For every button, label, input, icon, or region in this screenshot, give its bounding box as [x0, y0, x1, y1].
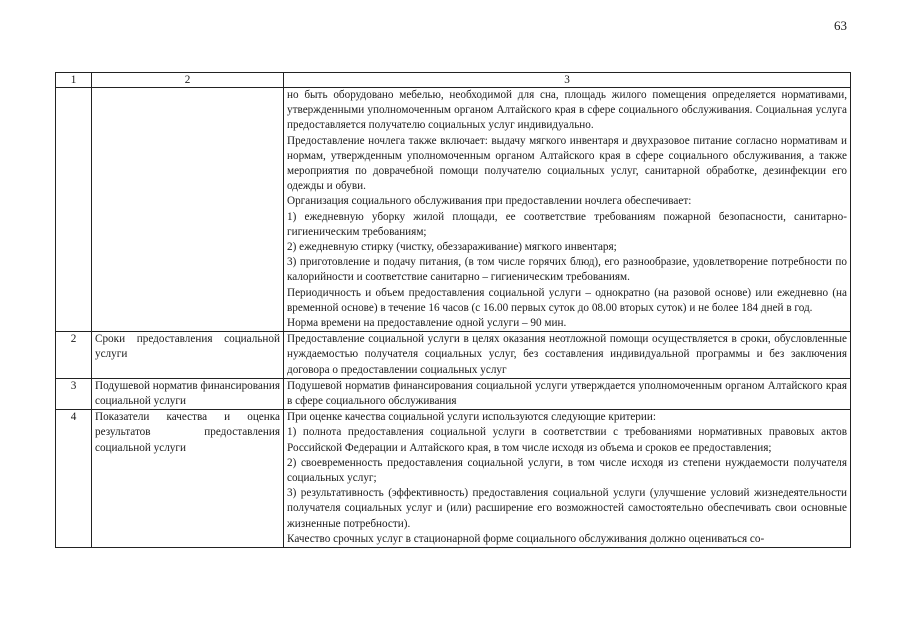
content-paragraph: Организация социального обслуживания при предоставлении ночлега обеспечивает: — [287, 195, 692, 208]
page-number: 63 — [834, 18, 847, 33]
header-col-3: 3 — [284, 73, 851, 88]
content-paragraph: Предоставление ночлега также включает: выдачу мягкого инвентаря и двухразовое питание согласно нормативам и нормам, утвержденным уполномоченным органом Алтайского края в сфере социального обслуживания, а также мероприятия по доврачебной помощи получателю социальных услуг, санитарной обработке, дезинфекции его одежды и обуви. — [287, 134, 847, 193]
row-name: Подушевой норматив финансирования социальной услуги — [92, 378, 284, 409]
header-col-1: 1 — [56, 73, 92, 88]
header-col-2: 2 — [92, 73, 284, 88]
content-paragraph: При оценке качества социальной услуги используются следующие критерии: — [287, 411, 656, 424]
content-paragraph: 3) приготовление и подачу питания, (в том числе горячих блюд), его разнообразие, удовлетворение потребности по калорийности и соответствие санитарно – гигиеническим требованиям. — [287, 256, 847, 284]
table-row — [56, 88, 851, 332]
table-row — [56, 378, 851, 409]
content-paragraph: 1) полнота предоставления социальной услуги в соответствии с требованиями нормативных правовых актов Российской Федерации и Алтайского края, в том числе исходя из объема и сроков ее предоставления; — [287, 426, 847, 454]
row-number: 2 — [56, 332, 92, 379]
content-paragraph: 2) своевременность предоставления социальной услуги, в том числе исходя из степени нуждаемости получателя социальных услуг; — [287, 456, 847, 485]
content-paragraph: Подушевой норматив финансирования социальной услуги утверждается уполномоченным органом Алтайского края в сфере социального обслуживания — [287, 379, 847, 408]
row-content — [284, 378, 851, 409]
content-paragraph: 1) ежедневную уборку жилой площади, ее соответствие требованиям пожарной безопасности, санитарно-гигиеническим требованиям; — [287, 210, 847, 238]
service-table — [55, 72, 851, 548]
row-name: Показатели качества и оценка результатов предоставления социальной услуги — [92, 410, 284, 548]
table-row — [56, 410, 851, 548]
content-paragraph: Норма времени на предоставление одной услуги – 90 мин. — [287, 317, 567, 330]
table-row — [56, 332, 851, 379]
content-paragraph: 2) ежедневную стирку (чистку, обеззараживание) мягкого инвентаря; — [287, 241, 617, 254]
content-paragraph: но быть оборудовано мебелью, необходимой для сна, площадь жилого помещения определяется нормативами, утвержденными уполномоченным органом Алтайского края в сфере социального обслуживания. Социальная услуга предоставляется получателю социальных услуг индивидуально. — [287, 89, 847, 132]
row-number: 3 — [56, 378, 92, 409]
row-content — [284, 410, 851, 548]
content-paragraph: Периодичность и объем предоставления социальной услуги – однократно (на разовой основе) или ежедневно (на временной основе) в течение 16 часов (с 16.00 первых суток до 08.00 вторых суток) и не более 184 дней в год. — [287, 286, 847, 314]
content-paragraph: Предоставление социальной услуги в целях оказания неотложной помощи осуществляется в сроки, обусловленные нуждаемостью получателя социальных услуг, без составления индивидуальной программы и без заключения договора о предоставлении социальных услуг — [287, 333, 847, 376]
row-name: Сроки предоставления социальной услуги — [92, 332, 284, 379]
row-content — [284, 332, 851, 379]
row-content — [284, 88, 851, 332]
row-name — [92, 88, 284, 332]
row-number — [56, 88, 92, 332]
content-paragraph: 3) результативность (эффективность) предоставления социальной услуги (улучшение условий жизнедеятельности получателя социальных услуг и (или) расширение его возможностей самостоятельно обеспечивать свои основные жизненные потребности). — [287, 487, 847, 530]
table-header-row — [56, 73, 851, 88]
content-paragraph: Качество срочных услуг в стационарной форме социального обслуживания должно оцениваться со- — [287, 532, 765, 545]
row-number: 4 — [56, 410, 92, 548]
